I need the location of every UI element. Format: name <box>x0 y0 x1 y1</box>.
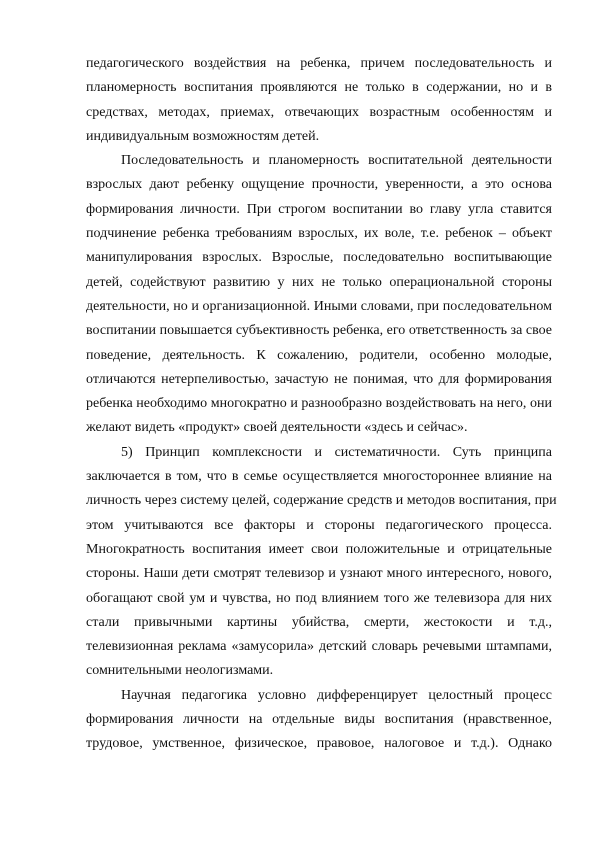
text-line: поведение, деятельность. К сожалению, родители, особенно молодые, <box>86 347 552 363</box>
text-line: Научная педагогика условно дифференцирует целостный процесс <box>121 687 552 703</box>
text-line: личность через систему целей, содержание средств и методов воспитания, при <box>86 493 557 509</box>
text-line: стали привычными картины убийства, смерти, жестокости и т.д., <box>86 614 552 630</box>
text-line: этом учитываются все факторы и стороны педагогического процесса. <box>86 517 552 533</box>
text-line: формирования личности на отдельные виды воспитания (нравственное, <box>86 712 552 728</box>
text-line: манипулирования взрослых. Взрослые, последовательно воспитывающие <box>86 250 552 266</box>
text-line: деятельности, но и организационной. Иными словами, при последовательном <box>86 298 552 314</box>
text-line: телевизионная реклама «замусорила» детский словарь речевыми штампами, <box>86 639 552 655</box>
text-line: стороны. Наши дети смотрят телевизор и узнают много интересного, нового, <box>86 566 552 582</box>
text-line: заключается в том, что в семье осуществляется многостороннее влияние на <box>86 469 552 485</box>
text-line: обогащают свой ум и чувства, но под влиянием того же телевизора для них <box>86 590 552 606</box>
text-line: индивидуальным возможностям детей. <box>86 128 320 144</box>
text-line: планомерность воспитания проявляются не только в содержании, но и в <box>86 80 552 96</box>
text-line: Многократность воспитания имеет свои положительные и отрицательные <box>86 541 552 557</box>
text-line: взрослых дают ребенку ощущение прочности, уверенности, а это основа <box>86 177 552 193</box>
text-line: сомнительными неологизмами. <box>86 663 274 679</box>
document-body-text <box>86 52 557 757</box>
text-line: воспитании повышается субъективность ребенка, его ответственность за свое <box>86 323 552 339</box>
text-line: детей, содействуют развитию у них не только операциональной стороны <box>86 274 552 290</box>
text-line: Последовательность и планомерность воспитательной деятельности <box>121 153 552 169</box>
text-line: формирования личности. При строгом воспитании во главу угла ставится <box>86 201 552 217</box>
text-line: ребенка необходимо многократно и разнообразно воздействовать на него, они <box>86 396 552 412</box>
text-line: подчинение ребенка требованиям взрослых, их воле, т.е. ребенок – объект <box>86 226 552 242</box>
text-line: 5) Принцип комплексности и систематичности. Суть принципа <box>121 444 552 460</box>
text-line: отличаются нетерпеливостью, зачастую не понимая, что для формирования <box>86 371 552 387</box>
text-line: средствах, методах, приемах, отвечающих возрастным особенностям и <box>86 104 552 120</box>
text-line: трудовое, умственное, физическое, правовое, налоговое и т.д.). Однако <box>86 736 552 752</box>
text-line: педагогического воздействия на ребенка, причем последовательность и <box>86 56 552 71</box>
text-line: желают видеть «продукт» своей деятельности «здесь и сейчас». <box>86 420 468 436</box>
